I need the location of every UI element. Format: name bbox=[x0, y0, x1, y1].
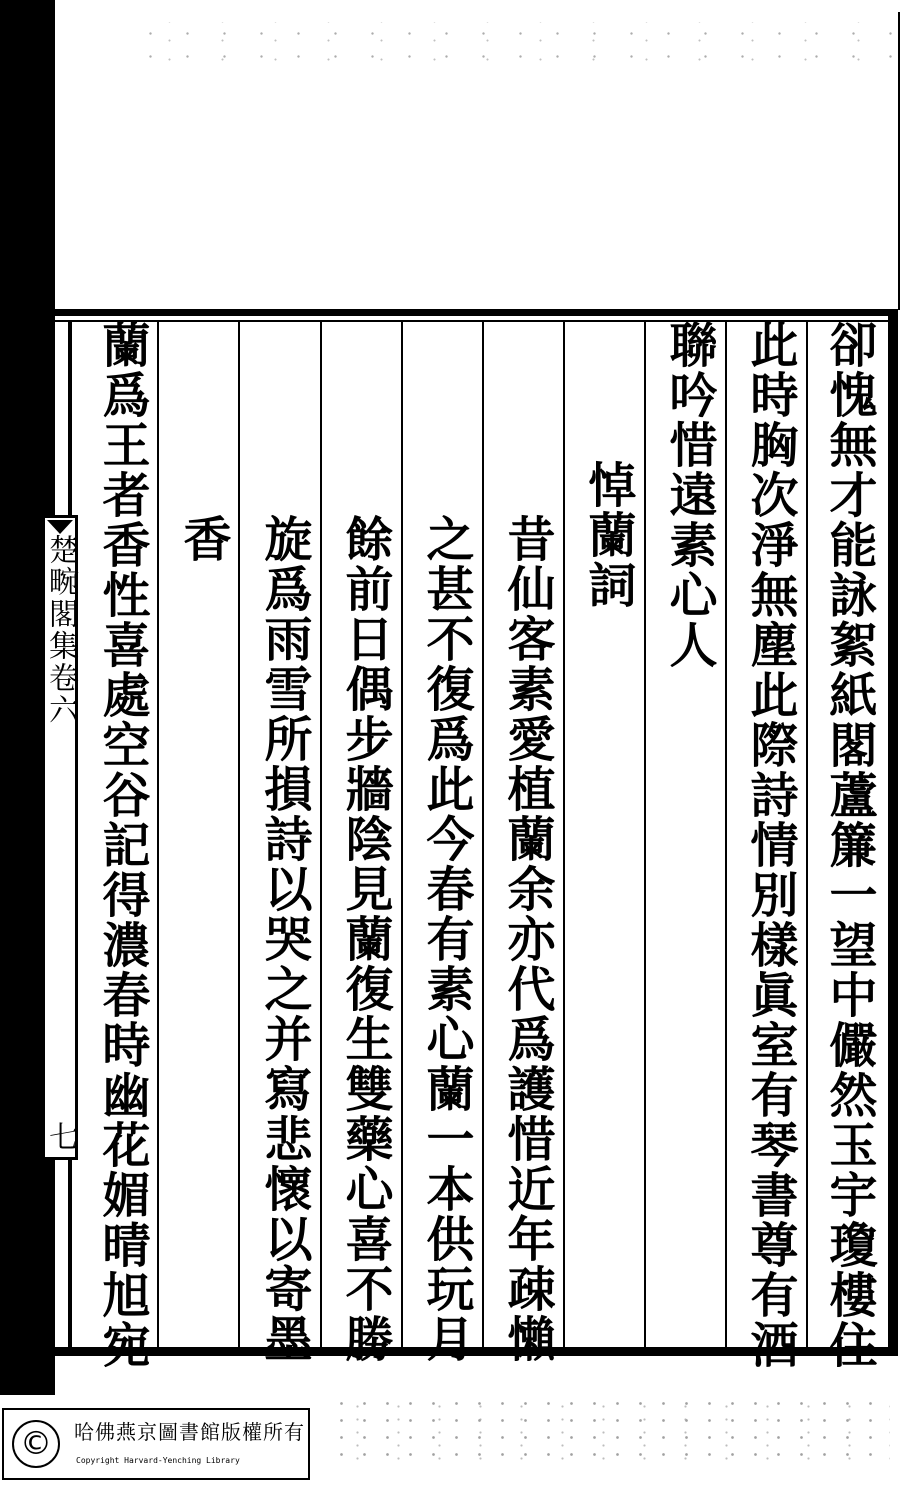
column-divider bbox=[563, 322, 565, 1347]
text-column-poem-1: 蘭爲王者香性喜處空谷記得濃春時幽花媚晴旭宛 bbox=[94, 320, 150, 1370]
column-divider bbox=[806, 322, 808, 1347]
column-divider bbox=[644, 322, 646, 1347]
text-column-2: 此時胸次淨無塵此際詩情別樣眞室有琴書尊有酒 bbox=[742, 320, 798, 1370]
column-divider bbox=[725, 322, 727, 1347]
text-column-preface-4: 旋爲雨雪所損詩以哭之并寫悲懷以寄墨 bbox=[256, 514, 312, 1364]
text-column-preface-1: 昔仙客素愛植蘭余亦代爲護惜近年疎懶 bbox=[499, 514, 555, 1364]
page-speckles-bottom bbox=[330, 1395, 890, 1465]
leaf-number: 七 bbox=[43, 1121, 78, 1151]
copyright-stamp bbox=[2, 1408, 310, 1480]
column-divider bbox=[482, 322, 484, 1347]
upper-blank-leaf bbox=[52, 12, 900, 310]
fore-edge-label bbox=[42, 515, 78, 1160]
text-column-preface-5: 香 bbox=[175, 514, 231, 564]
fish-tail-mark-icon bbox=[47, 520, 73, 534]
column-divider bbox=[320, 322, 322, 1347]
poem-title: 悼蘭詞 bbox=[580, 460, 636, 610]
text-column-1: 卻愧無才能詠絮紙閣蘆簾一望中儼然玉宇瓊樓住 bbox=[821, 320, 877, 1370]
fore-edge-title: 楚畹閣集卷六 bbox=[43, 534, 78, 726]
copyright-icon: © bbox=[12, 1420, 60, 1468]
text-column-3: 聯吟惜遠素心人 bbox=[661, 320, 717, 670]
copyright-chinese: 哈佛燕京圖書館版權所有 bbox=[74, 1420, 305, 1444]
copyright-english: Copyright Harvard-Yenching Library bbox=[76, 1456, 240, 1465]
column-divider bbox=[157, 322, 159, 1347]
column-divider bbox=[401, 322, 403, 1347]
page-speckles bbox=[132, 22, 900, 62]
text-column-preface-3: 餘前日偶步牆陰見蘭復生雙藥心喜不勝 bbox=[337, 514, 393, 1364]
leaf-right-border bbox=[888, 309, 898, 1356]
leaf-top-border bbox=[40, 309, 898, 316]
text-column-preface-2: 之甚不復爲此今春有素心蘭一本供玩月 bbox=[418, 514, 474, 1364]
column-divider bbox=[238, 322, 240, 1347]
